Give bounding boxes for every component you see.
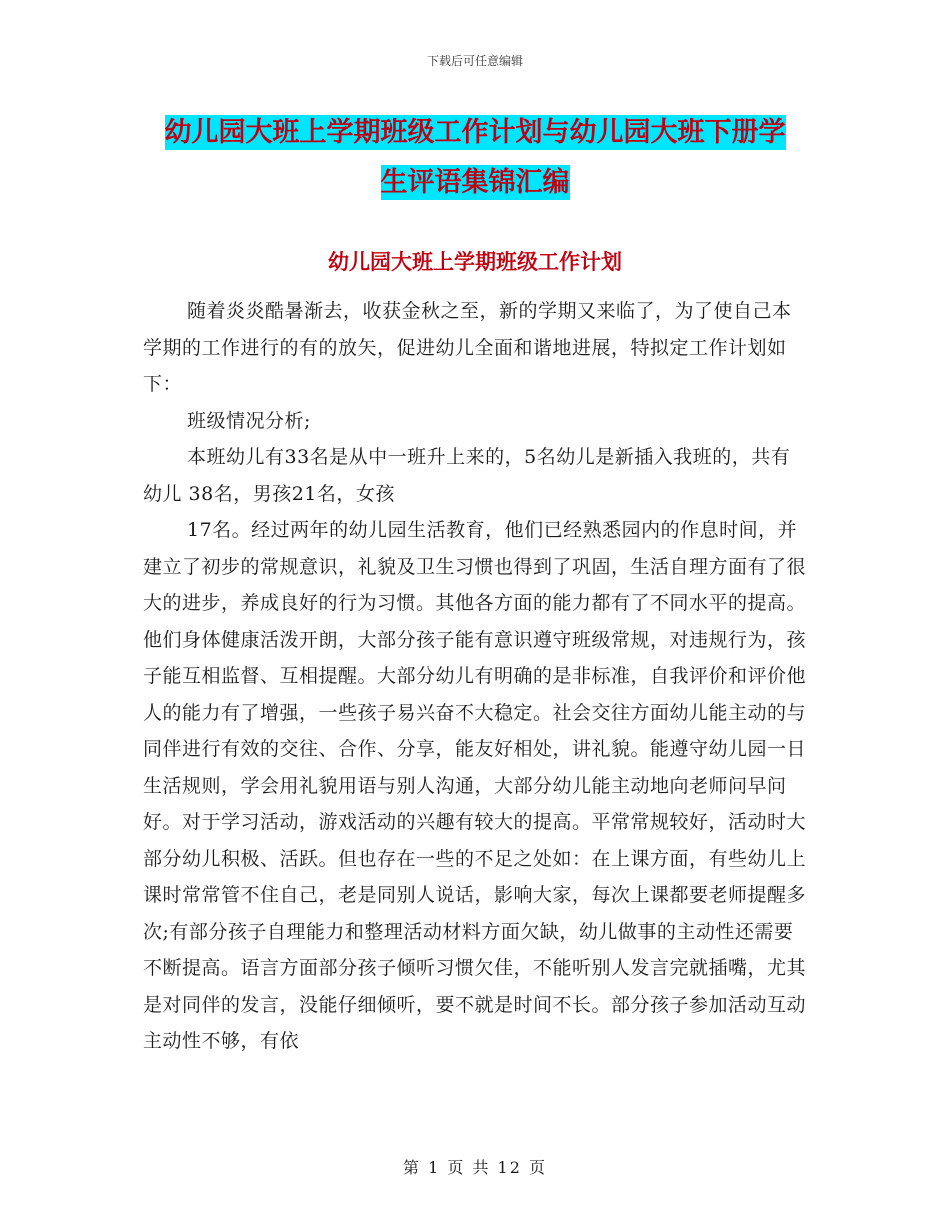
header-note: 下载后可任意编辑: [426, 54, 523, 68]
page-footer: 第 1 页 共 12 页: [403, 1158, 547, 1177]
paragraph-class-description: 17名。经过两年的幼儿园生活教育，他们已经熟悉园内的作息时间，并建立了初步的常规意识，礼貌及卫生习惯也得到了巩固，生活自理方面有了很大的进步，养成良好的行为习惯。其他各方面的能力都有了不同水平的提高。他们身体健康活泼开朗，大部分孩子能有意识遵守班级常规，对违规行为，孩子能互相监督、互相提醒。大部分幼儿有明确的是非标准，自我评价和评价他人的能力有了增强，一些孩子易兴奋不大稳定。社会交往方面幼儿能主动的与同伴进行有效的交往、合作、分享，能友好相处，讲礼貌。能遵守幼儿园一日生活规则，学会用礼貌用语与别人沟通，大部分幼儿能主动地向老师问早问好。对于学习活动，游戏活动的兴趣有较大的提高。平常常规较好，活动时大部分幼儿积极、活跃。但也存在一些的不足之处如：在上课方面，有些幼儿上课时常常管不住自己，老是同别人说话，影响大家，每次上课都要老师提醒多次;有部分孩子自理能力和整理活动材料方面欠缺，幼儿做事的主动性还需要不断提高。语言方面部分孩子倾听习惯欠佳，不能听别人发言完就插嘴，尤其是对同伴的发言，没能仔细倾听，要不就是时间不长。部分孩子参加活动互动主动性不够，有依: [143, 519, 807, 1052]
body-text: [143, 293, 808, 1060]
paragraph-class-count: 本班幼儿有33名是从中一班升上来的，5名幼儿是新插入我班的，共有幼儿 38名，男孩21名，女孩: [143, 446, 791, 505]
paragraph-intro: 随着炎炎酷暑渐去，收获金秋之至，新的学期又来临了，为了使自己本学期的工作进行的有的放矢，促进幼儿全面和谐地进展，特拟定工作计划如下：: [143, 300, 792, 395]
title-line-2: 生评语集锦汇编: [380, 167, 570, 198]
title-line-1: 幼儿园大班上学期班级工作计划与幼儿园大班下册学: [164, 117, 786, 148]
section-title: 幼儿园大班上学期班级工作计划: [328, 250, 622, 274]
paragraph-class-analysis-heading: 班级情况分析;: [187, 409, 311, 432]
document-title: [0, 108, 950, 208]
